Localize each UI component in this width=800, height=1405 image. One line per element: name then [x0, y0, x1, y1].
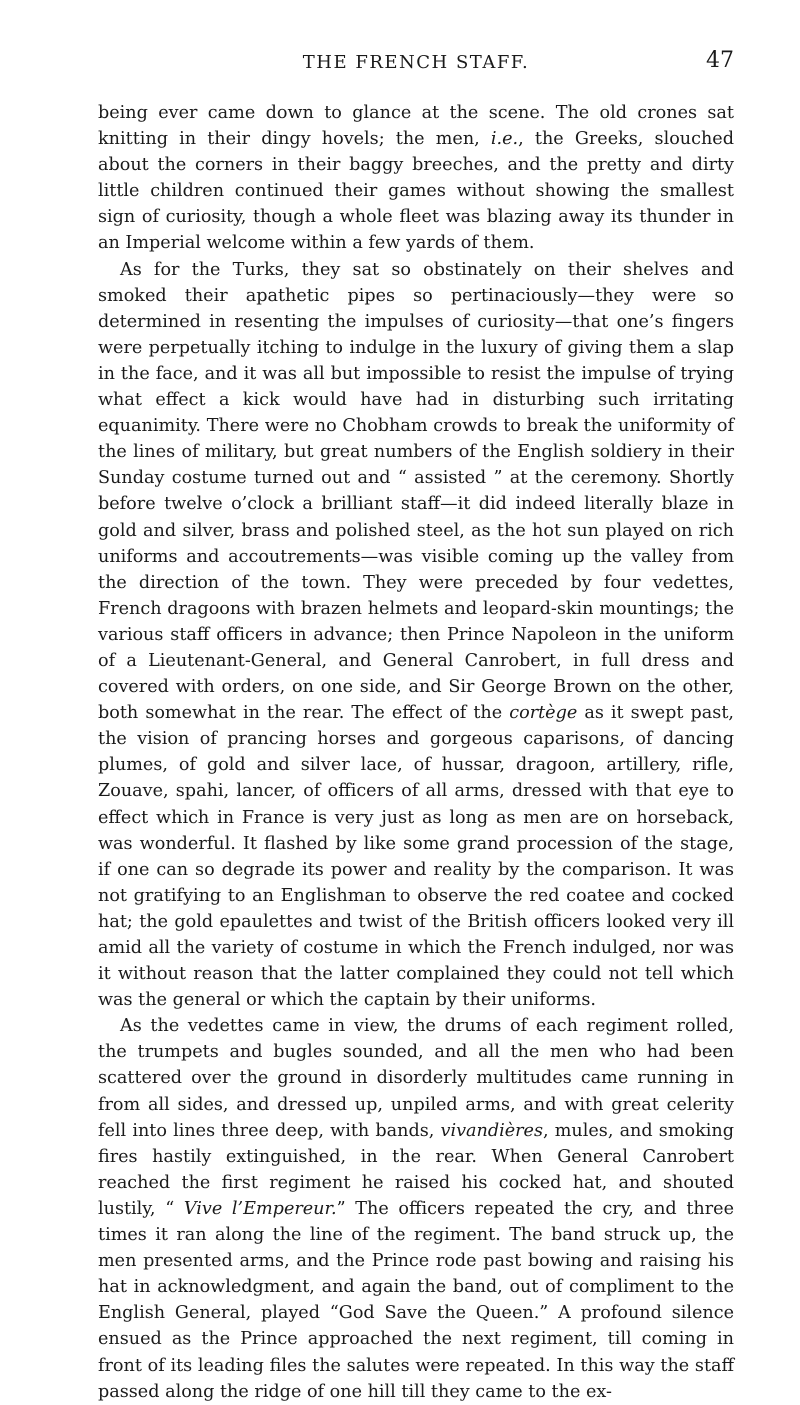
text-run: As the vedettes came in view, the drums of each regiment rolled, the trumpets and bugles sounded, and all the men who had been scattered over the ground in disorderly multitudes came running in from all sides, and dressed up, unpiled arms, and with great celerity fell into lines three deep, with bands, — [98, 1016, 734, 1141]
text-run: being ever came down to glance at the scene. The old crones sat knitting in their dingy hovels; the men, — [98, 103, 734, 150]
paragraph-3 — [98, 1013, 734, 1404]
paragraph-2 — [98, 257, 734, 1014]
text-run: As for the Turks, they sat so obstinately on their shelves and smoked their apathetic pipes so pertinaciously—they were so determined in resenting the impulses of curiosity—that one’s fingers were perpetually itching to indulge in the luxury of giving them a slap in the face, and it was all but impossible to resist the impulse of trying what effect a kick would have had in disturbing such irritating equanimity. There were no Chobham crowds to break the uniformity of the lines of military, but great numbers of the English soldiery in their Sunday costume turned out and “ assisted ” at the ceremony. Shortly before twelve o’clock a brilliant staff—it did indeed literally blaze in gold and silver, brass and polished steel, as the hot sun played on rich uniforms and accoutrements—was visible coming up the valley from the direction of the town. They were preceded by four vedettes, French dragoons with brazen helmets and leopard-skin mountings; the various staff officers in advance; then Prince Napoleon in the uniform of a Lieutenant-General, and General Canrobert, in full dress and covered with orders, on one side, and Sir George Brown on the other, both somewhat in the rear. The effect of the — [98, 259, 734, 724]
italic-text: vivandières — [440, 1120, 543, 1141]
italic-text: Vive l’Empereur. — [183, 1198, 337, 1219]
paragraph-1 — [98, 100, 734, 257]
text-run: , the Greeks, slouched about the corners in their baggy breeches, and the pretty and dirty little children continued their games without showing the smallest sign of curiosity, though a whole fleet was blazing away its thunder in an Imperial welcome within a few yards of them. — [98, 129, 734, 254]
body-text — [98, 100, 734, 1405]
running-title: THE FRENCH STAFF. — [302, 52, 530, 73]
italic-text: cortège — [509, 703, 578, 724]
running-head — [98, 48, 734, 78]
text-run: ” The officers repeated the cry, and three times it ran along the line of the regiment. The band struck up, the men presented arms, and the Prince rode past bowing and raising his hat in acknowledgment, and again the band, out of compliment to the English General, played “God Save the Queen.” A profound silence ensued as the Prince approached the next regiment, till coming in front of its leading files the salutes were repeated. In this way the staff passed along the ridge of one hill till they came to the ex- — [98, 1198, 734, 1402]
page-number: 47 — [706, 48, 734, 73]
text-run: , mules, and smoking fires hastily extinguished, in the rear. When General Canrobert reached the first regiment he raised his cocked hat, and shouted lustily, “ — [98, 1120, 734, 1219]
text-run: as it swept past, the vision of prancing horses and gorgeous caparisons, of dancing plumes, of gold and silver lace, of hussar, dragoon, artillery, rifle, Zouave, spahi, lancer, of officers of all arms, dressed with that eye to effect which in France is very just as long as men are on horseback, was wonderful. It flashed by like some grand procession of the stage, if one can so degrade its power and reality by the comparison. It was not gratifying to an Englishman to observe the red coatee and cocked hat; the gold epaulettes and twist of the British officers looked very ill amid all the variety of costume in which the French indulged, nor was it without reason that the latter complained they could not tell which was the general or which the captain by their uniforms. — [98, 703, 734, 1011]
italic-text: i.e. — [490, 129, 519, 150]
